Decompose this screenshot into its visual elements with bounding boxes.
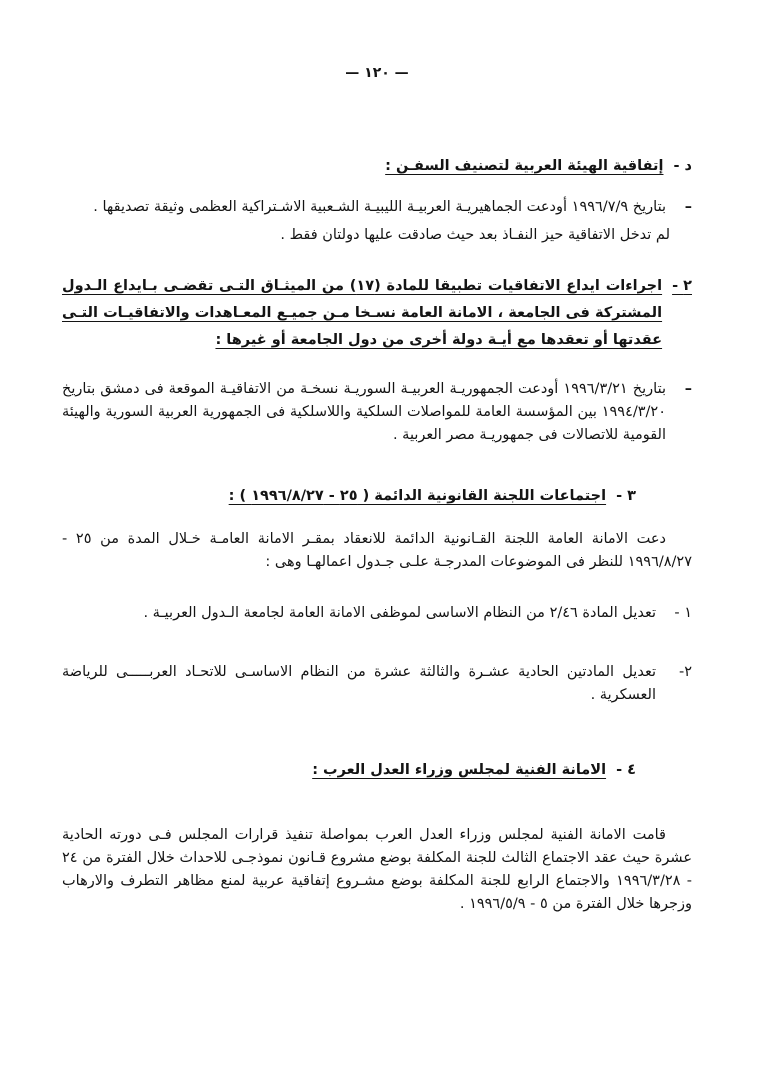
section-heading: إتفاقية الهيئة العربية لتصنيف السفـن : (385, 158, 664, 174)
page-number: — ١٢٠ — (345, 65, 409, 81)
bullet-paragraph (62, 196, 692, 219)
section-heading: اجتماعات اللجنة القانونية الدائمة ( ٢٥ - ١٩٩٦/٨/٢٧ ) : (228, 488, 607, 504)
section-label: ٤ - (616, 762, 636, 778)
item-label: ٢- (678, 664, 692, 680)
section-heading-row (62, 273, 692, 354)
body-paragraph: قامت الامانة الفنية لمجلس وزراء العدل العرب بمواصلة تنفيذ قرارات المجلس فـى دورته الحادية عشرة حيث عقد الاجتماع الثالث للجنة المكلفة بوضع مشروع قـانون نموذجـى للاحداث خلال الفترة من ٢٤ - ١٩٩٦/٣/٢٨ والاجتماع الرابع للجنة المكلفة بوضع مشـروع إتفاقية عربية لمنع مظاهر التطرف والارهاب وزجرها خلال الفترة من ٥ - ١٩٩٦/٥/٩ . (62, 827, 693, 912)
section-label: ٣ - (616, 488, 636, 504)
intro-paragraph: دعت الامانة العامة اللجنة القـانونية الدائمة للانعقاد بمقـر الامانة العامـة خـلال المدة من ٢٥ - ١٩٩٦/٨/٢٧ للنظر فى الموضوعات المدرجـة علـى جـدول اعمالهـا وهى : (62, 531, 692, 570)
note-text: لم تدخل الاتفاقية حيز النفـاذ بعد حيث صادقت عليها دولتان فقط . (280, 227, 670, 243)
section-heading: اجراءات ايداع الاتفاقيات تطبيقا للمادة (١٧) من الميثـاق التـى تقضـى بـايداع الـدول المشتركة فى الجامعة ، الامانة العامة نسـخا مـن جميـع المعـاهدات والاتفاقيـات التـى عقدتها أو تعقدها مع أيـة دولة أخرى من دول الجامعة أو غيرها : (62, 278, 663, 348)
paragraph-text: بتاريخ ١٩٩٦/٣/٢١ أودعت الجمهوريـة العربيـة السوريـة نسخـة من الاتفاقيـة الموقعة فى دمشق بتاريخ ١٩٩٤/٣/٢٠ بين المؤسسة العامة للمواصلات السلكية واللاسلكية فى الجمهورية العربية السورية والهيئة القومية للاتصالات فى جمهوريـة مصر العربية . (62, 381, 666, 443)
section-deposit-procedures (62, 273, 692, 447)
item-label: ١ - (674, 605, 692, 621)
section-justice-ministers-secretariat (62, 759, 692, 916)
section-label: ٢ - (672, 278, 692, 294)
agenda-item (62, 602, 692, 625)
paragraph-text: بتاريخ ١٩٩٦/٧/٩ أودعت الجماهيريـة العربيـة الليبيـة الشـعبية الاشـتراكية العظمى وثيقة تصديقها . (93, 199, 666, 215)
item-text: تعديل المادتين الحادية عشـرة والثالثة عشرة من النظام الاساسـى للاتحـاد العربـــــى للرياضة العسكرية . (62, 664, 656, 703)
section-legal-committee-meetings (62, 485, 692, 707)
section-heading-row (62, 155, 692, 178)
dash-bullet: – (684, 199, 692, 215)
dash-bullet: – (684, 381, 692, 397)
section-heading-row (62, 759, 636, 782)
bullet-paragraph (62, 378, 692, 447)
item-text: تعديل المادة ٢/٤٦ من النظام الاساسى لموظفى الامانة العامة لجامعة الـدول العربيـة . (143, 605, 656, 621)
section-heading-row (62, 485, 636, 508)
section-label: د - (673, 158, 692, 174)
section-ship-classification-agreement (62, 155, 692, 247)
agenda-item (62, 661, 692, 707)
section-heading: الامانة الفنية لمجلس وزراء العدل العرب : (312, 762, 607, 778)
